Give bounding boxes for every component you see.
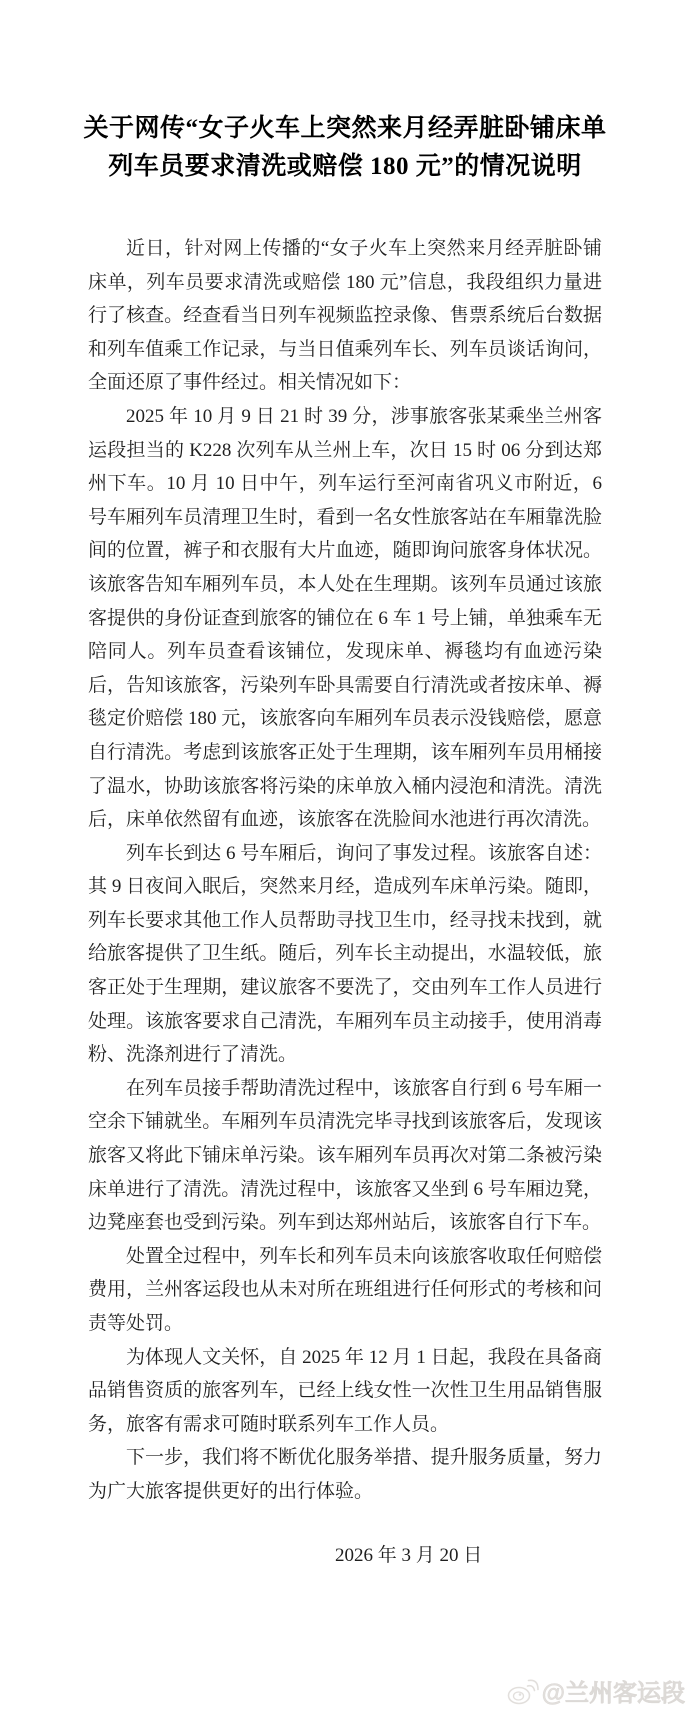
document-title-line1: 关于网传“女子火车上突然来月经弄脏卧铺床单 [83, 115, 607, 142]
weibo-watermark [507, 1673, 685, 1708]
weibo-icon [507, 1677, 539, 1705]
document-title-line2: 列车员要求清洗或赔偿 180 元”的情况说明 [108, 153, 582, 180]
statement-date: 2026 年 3 月 20 日 [335, 1544, 483, 1566]
document-body [88, 232, 602, 1572]
paragraph-conductor-inquiry: 列车长到达 6 号车厢后，询问了事发过程。该旅客自述：其 9 日夜间入眠后，突然来月经，造成列车床单污染。随即，列车长要求其他工作人员帮助寻找卫生巾，经寻找未找到，就给旅客提供了卫生纸。随后，列车长主动提出，水温较低，旅客正处于生理期，建议旅客不要洗了，交由列车工作人员进行处理。该旅客要求自己清洗，车厢列车员主动接手，使用消毒粉、洗涤剂进行了清洗。 [88, 842, 602, 1066]
paragraph-no-compensation: 处置全过程中，列车长和列车员未向该旅客收取任何赔偿费用，兰州客运段也从未对所在班组进行任何形式的考核和问责等处罚。 [88, 1245, 602, 1334]
paragraph-new-service: 为体现人文关怀，自 2025 年 12 月 1 日起，我段在具备商品销售资质的旅客列车，已经上线女性一次性卫生用品销售服务，旅客有需求可随时联系列车工作人员。 [88, 1346, 602, 1435]
paragraph-intro: 近日，针对网上传播的“女子火车上突然来月经弄脏卧铺床单，列车员要求清洗或赔偿 180 元”信息，我段组织力量进行了核查。经查看当日列车视频监控录像、售票系统后台数据和列车值乘工作记录，与当日值乘列车长、列车员谈话询问，全面还原了事件经过。相关情况如下： [88, 238, 602, 394]
document-title [0, 0, 690, 186]
watermark-handle: @兰州客运段 [541, 1680, 685, 1707]
paragraph-closing: 下一步，我们将不断优化服务举措、提升服务质量，努力为广大旅客提供更好的出行体验。 [88, 1447, 602, 1502]
paragraph-second-stain: 在列车员接手帮助清洗过程中，该旅客自行到 6 号车厢一空余下铺就坐。车厢列车员清洗完毕寻找到该旅客后，发现该旅客又将此下铺床单污染。该车厢列车员再次对第二条被污染床单进行了清洗。清洗过程中，该旅客又坐到 6 号车厢边凳，边凳座套也受到污染。列车到达郑州站后，该旅客自行下车。 [88, 1077, 602, 1234]
paragraph-incident: 2025 年 10 月 9 日 21 时 39 分，涉事旅客张某乘坐兰州客运段担当的 K228 次列车从兰州上车，次日 15 时 06 分到达郑州下车。10 月 10 日中午，列车运行至河南省巩义市附近，6 号车厢列车员清理卫生时，看到一名女性旅客站在车厢靠洗脸间的位置，裤子和衣服有大片血迹，随即询问旅客身体状况。该旅客告知车厢列车员，本人处在生理期。该列车员通过该旅客提供的身份证查到旅客的铺位在 6 车 1 号上铺，单独乘车无陪同人。列车员查看该铺位，发现床单、褥毯均有血迹污染后，告知该旅客，污染列车卧具需要自行清洗或者按床单、褥毯定价赔偿 180 元，该旅客向车厢列车员表示没钱赔偿，愿意自行清洗。考虑到该旅客正处于生理期，该车厢列车员用桶接了温水，协助该旅客将污染的床单放入桶内浸泡和清洗。清洗后，床单依然留有血迹，该旅客在洗脸间水池进行再次清洗。 [88, 405, 602, 831]
